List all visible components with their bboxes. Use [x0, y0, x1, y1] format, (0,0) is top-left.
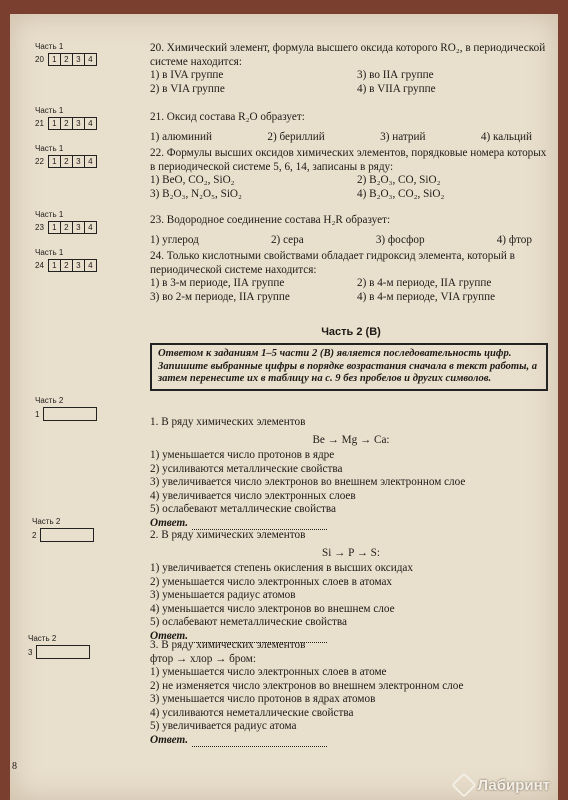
watermark-logo: [455, 776, 550, 794]
question-24: [150, 250, 552, 304]
task-item: 3) увеличивается число электронов во внешнем электронном слое: [150, 476, 466, 488]
option[interactable]: 3) во IIА группе: [357, 69, 434, 81]
answer-field[interactable]: [36, 645, 90, 659]
answer-margin: [10, 14, 140, 800]
margin-num: 23: [35, 223, 44, 232]
task-item: 4) уменьшается число электронов во внешнем слое: [150, 602, 395, 615]
answer-label: Ответ.: [150, 733, 189, 746]
option[interactable]: 3) фосфор: [375, 233, 425, 246]
question-title: 20. Химический элемент, формула высшего оксида которого RO₂, в периодической системе находится:: [150, 42, 546, 68]
element-sequence: Be → Mg → Ca:: [312, 433, 390, 446]
margin-part2-1: [35, 396, 97, 421]
answer-line[interactable]: [150, 734, 552, 748]
part2-task-2: [150, 529, 552, 643]
margin-label: Часть 1: [35, 210, 64, 219]
answer-boxes[interactable]: 1 2 3 4: [48, 155, 97, 168]
option[interactable]: 1) BeO, CO₂, SiO₂: [150, 174, 235, 186]
option[interactable]: 1) углерод: [150, 233, 199, 246]
worksheet-page: [10, 14, 558, 800]
watermark-text: Лабиринт: [477, 776, 550, 794]
answer-line[interactable]: [150, 517, 552, 531]
question-options: [150, 277, 552, 304]
element-sequence: фтор → хлор → бром:: [150, 652, 256, 665]
option[interactable]: 4) B₂O₃, CO₂, SiO₂: [357, 187, 445, 200]
answer-label: Ответ.: [150, 516, 189, 529]
margin-num: 20: [35, 55, 44, 64]
answer-boxes[interactable]: 1 2 3 4: [48, 53, 97, 66]
part2-heading: Часть 2 (В): [321, 326, 381, 338]
question-22: [150, 147, 552, 201]
margin-label: Часть 1: [35, 248, 64, 257]
task-item: 2) усиливаются металлические свойства: [150, 462, 343, 475]
margin-label: Часть 1: [35, 42, 64, 51]
margin-label: Часть 1: [35, 144, 64, 153]
margin-label: Часть 2: [35, 396, 64, 405]
margin-num: 2: [32, 530, 37, 540]
margin-num: 3: [28, 647, 33, 657]
answer-boxes[interactable]: 1 2 3 4: [48, 259, 97, 272]
question-options: [150, 131, 552, 145]
option[interactable]: 1) алюминий: [150, 130, 213, 143]
task-item: 5) ослабевают неметаллические свойства: [150, 616, 347, 628]
task-item: 3) уменьшается число протонов в ядрах атомов: [150, 693, 376, 705]
margin-block-23: [35, 210, 97, 234]
task-title: 2. В ряду химических элементов: [150, 529, 306, 541]
option[interactable]: 2) B₂O₃, CO, SiO₂: [357, 174, 441, 186]
question-21: [150, 111, 552, 144]
option[interactable]: 1) в 3-м периоде, IIА группе: [150, 277, 285, 289]
margin-block-21: [35, 106, 97, 130]
part2-task-3: [150, 639, 552, 747]
part2-task-1: [150, 416, 552, 530]
margin-num: 22: [35, 157, 44, 166]
margin-num: 24: [35, 261, 44, 270]
task-title: 1. В ряду химических элементов: [150, 416, 306, 428]
margin-block-24: [35, 248, 97, 272]
question-title: 24. Только кислотными свойствами обладает гидроксид элемента, который в периодической системе находится:: [150, 250, 515, 276]
page-number: 8: [12, 761, 17, 772]
part2-instruction-box: Ответом к заданиям 1–5 части 2 (В) является последовательность цифр. Запишите выбранные цифры в порядке возрастания сначала в текст работы, а затем перенесите их в таблицу на с. 9 без пробелов и других символов.: [150, 343, 548, 391]
task-item: 2) уменьшается число электронных слоев в атомах: [150, 575, 393, 588]
task-title: 3. В ряду химических элементов: [150, 639, 306, 651]
question-23: [150, 214, 552, 247]
element-sequence: Si → P → S:: [321, 546, 381, 559]
option[interactable]: 2) бериллий: [267, 130, 325, 143]
task-item: 5) увеличивается радиус атома: [150, 720, 297, 732]
task-item: 1) уменьшается число электронных слоев в атоме: [150, 666, 387, 678]
question-title: 21. Оксид состава R₂O образует:: [150, 111, 305, 123]
option[interactable]: 2) в 4-м периоде, IIА группе: [357, 277, 492, 289]
question-options: [150, 234, 552, 248]
task-item: 5) ослабевают металлические свойства: [150, 503, 337, 515]
margin-block-20: [35, 42, 97, 66]
task-item: 4) усиливаются неметаллические свойства: [150, 706, 354, 719]
answer-boxes[interactable]: 1 2 3 4: [48, 117, 97, 130]
margin-block-22: [35, 144, 97, 168]
margin-num: 1: [35, 409, 40, 419]
option[interactable]: 3) натрий: [380, 130, 426, 143]
option[interactable]: 2) сера: [270, 233, 304, 246]
task-item: 3) уменьшается радиус атомов: [150, 589, 296, 601]
answer-label: Ответ.: [150, 629, 189, 642]
option[interactable]: 3) B₂O₃, N₂O₅, SiO₂: [150, 187, 242, 200]
option[interactable]: 4) в VIIA группе: [357, 82, 436, 95]
answer-field[interactable]: [43, 407, 97, 421]
margin-label: Часть 1: [35, 106, 64, 115]
question-title: 22. Формулы высших оксидов химических элементов, порядковые номера которых в периодической системе 5, 6, 14, записаны в ряду:: [150, 147, 547, 173]
labirint-logo-icon: [452, 772, 477, 797]
option[interactable]: 4) в 4-м периоде, VIA группе: [357, 290, 496, 303]
option[interactable]: 3) во 2-м периоде, IIА группе: [150, 290, 290, 303]
question-title: 23. Водородное соединение состава H₂R образует:: [150, 214, 391, 226]
margin-part2-2: [32, 517, 94, 542]
answer-boxes[interactable]: 1 2 3 4: [48, 221, 97, 234]
option[interactable]: 4) кальций: [480, 130, 532, 143]
task-item: 2) не изменяется число электронов во внешнем электронном слое: [150, 679, 464, 692]
question-options: [150, 174, 552, 201]
answer-field[interactable]: [40, 528, 94, 542]
task-item: 4) увеличивается число электронных слоев: [150, 489, 356, 502]
option[interactable]: 2) в VIA группе: [150, 82, 225, 95]
margin-label: Часть 2: [28, 634, 57, 643]
option[interactable]: 1) в IVA группе: [150, 69, 224, 81]
margin-part2-3: [28, 634, 90, 659]
task-item: 1) уменьшается число протонов в ядре: [150, 449, 335, 461]
task-item: 1) увеличивается степень окисления в высших оксидах: [150, 562, 413, 574]
question-options: [150, 69, 552, 96]
option[interactable]: 4) фтор: [496, 233, 532, 246]
question-20: [150, 42, 552, 96]
margin-num: 21: [35, 119, 44, 128]
margin-label: Часть 2: [32, 517, 61, 526]
